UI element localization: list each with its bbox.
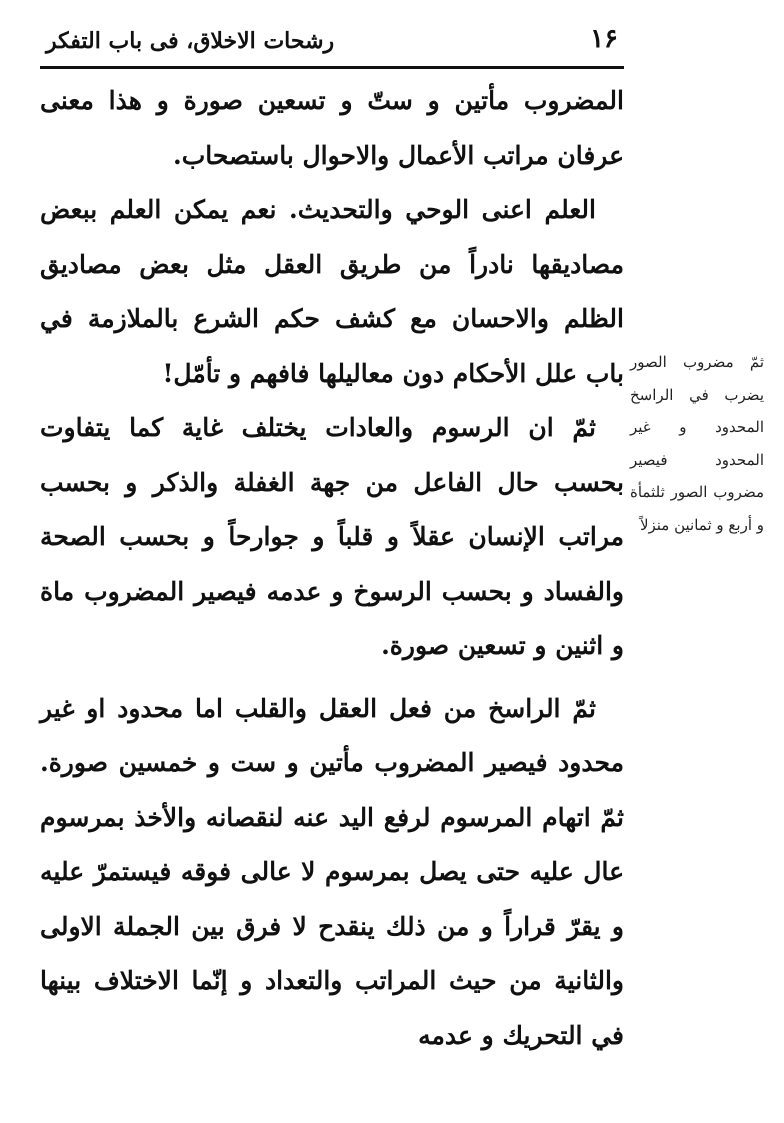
paragraph-3: ثمّ ان الرسوم والعادات يختلف غاية كما يتفاوت بحسب حال الفاعل من جهة الغفلة والذكر و بحسب مراتب الإنسان عقلاً و قلباً و جوارحاً و بحسب الصحة والفساد و بحسب الرسوخ و عدمه فيصير المضروب ماة و اثنين و تسعين صورة.: [40, 413, 624, 660]
header-rule: [40, 66, 624, 69]
running-header: [40, 20, 624, 64]
paragraph-1: المضروب مأتين و ستّ و تسعين صورة و هذا معنى عرفان مراتب الأعمال والاحوال باستصحاب.: [40, 86, 624, 170]
main-text: [40, 74, 624, 1063]
header-title: رشحات الاخلاق، فی باب التفکر: [46, 28, 335, 54]
paragraph-4: ثمّ الراسخ من فعل العقل والقلب اما محدود او غير محدود فيصير المضروب مأتين و ست و خمسين صورة. ثمّ اتهام المرسوم لرفع اليد عنه لنقصانه والأخذ بمرسوم عال عليه حتى يصل بمرسوم لا عالى فوقه فيستمرّ عليه و يقرّ قراراً و من ذلك ينقدح لا فرق بين الجملة الاولى والثانية من حيث المراتب والتعداد و إنّما الاختلاف بينها في التحريك و عدمه: [40, 693, 624, 1050]
paragraph-2: العلم اعنى الوحي والتحديث. نعم يمكن العلم ببعض مصاديقها نادراً من طريق العقل مثل بعض مصاديق الظلم والاحسان مع كشف حكم الشرع بالملازمة في باب علل الأحكام دون معاليلها فافهم و تأمّل!: [40, 195, 624, 388]
page-number: ١۶: [590, 24, 618, 54]
margin-note: ثمّ مضروب الصور يضرب في الراسخ المحدود و غير المحدود فيصير مضروب الصور ثلثمأة و أربع و ثمانين منزلاً: [630, 353, 764, 534]
